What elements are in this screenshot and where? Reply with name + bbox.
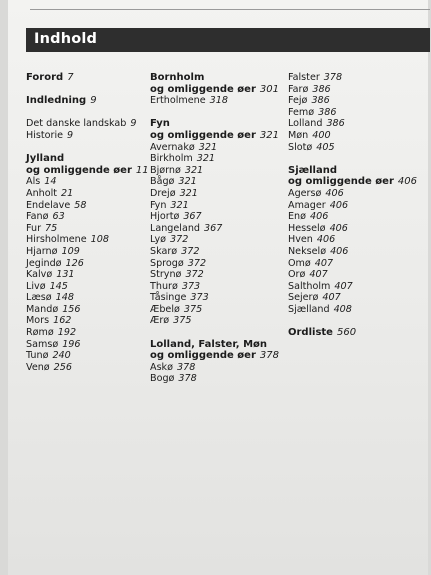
toc-page-number: 407 [334,280,353,292]
toc-spacer [26,84,146,96]
toc-entry-title: Historie [26,129,64,141]
toc-page-number: 131 [56,269,75,281]
toc-page-number: 321 [170,199,189,211]
toc-entry [26,315,146,327]
toc-entry-title: Hesselø [288,222,326,234]
toc-entry-title: og omliggende øer [26,164,132,176]
toc-page-number: 405 [316,141,335,153]
toc-heading [150,84,285,96]
toc-heading [26,153,146,165]
toc-entry-title: og omliggende øer [150,350,256,362]
toc-page-number: 406 [316,234,336,246]
toc-entry [150,176,285,188]
toc-entry-title: Venø [26,361,50,373]
toc-heading [288,327,428,339]
toc-page-number: 386 [318,106,337,118]
toc-page-number: 367 [204,222,223,234]
toc-entry-title: Fyn [150,199,167,211]
toc-entry-title: Enø [288,211,307,223]
toc-page-number: 14 [44,176,57,188]
toc-page-number: 378 [323,72,343,83]
toc-entry-title: Hirsholmene [26,234,87,246]
toc-entry-title: Lolland, Falster, Møn [150,338,268,350]
toc-page-number: 386 [311,95,330,107]
toc-page-number: 372 [185,269,204,281]
toc-heading [150,118,285,130]
toc-page-number: 192 [57,327,77,339]
toc-entry-title: Tunø [26,350,49,362]
toc-entry-title: Æbelø [150,303,180,315]
toc-page-number: 372 [181,245,200,257]
toc-entry-title: Mandø [26,303,59,315]
toc-entry [26,200,146,212]
toc-page-number: 321 [198,141,218,153]
toc-entry [150,269,285,281]
toc-page-number: 386 [312,83,331,95]
toc-entry [288,258,428,270]
toc-entry [26,130,146,142]
toc-page-number: 321 [259,129,279,141]
toc-heading [26,72,146,84]
toc-entry [288,118,428,130]
toc-page-number: 148 [55,292,74,304]
toc-spacer [288,315,428,327]
toc-entry [150,281,285,293]
toc-entry-title: Bornholm [150,72,205,83]
toc-page-number: 145 [49,280,68,292]
toc-entry [150,142,285,154]
toc-page-number: 378 [178,373,197,385]
toc-spacer [288,153,428,165]
toc-entry [150,246,285,258]
toc-entry [288,72,428,84]
toc-column-2 [150,72,285,385]
toc-entry-title: Kalvø [26,269,53,281]
toc-entry [150,165,285,177]
toc-entry [288,142,428,154]
toc-entry [26,188,146,200]
toc-entry-title: Rømø [26,327,54,339]
toc-entry-title: og omliggende øer [150,83,256,95]
toc-entry [150,292,285,304]
toc-heading [150,130,285,142]
toc-page-number: 321 [179,187,198,199]
toc-page-number: 406 [329,199,349,211]
toc-entry-title: Avernakø [150,141,195,153]
toc-entry [26,281,146,293]
toc-heading [288,165,428,177]
toc-page-number: 126 [65,257,84,269]
toc-entry [150,373,285,385]
toc-entry-title: Mors [26,315,50,327]
toc-entry-title: Askø [150,361,173,373]
toc-page-number: 156 [62,303,81,315]
toc-column-3 [288,72,428,339]
toc-entry-title: Det danske landskab [26,118,127,130]
toc-page-number: 406 [397,176,417,188]
toc-spacer [150,327,285,339]
toc-entry [150,200,285,212]
toc-heading [150,350,285,362]
toc-entry-title: Anholt [26,187,58,199]
toc-page-number: 373 [181,280,201,292]
toc-entry-title: Samsø [26,338,59,350]
toc-entry [150,188,285,200]
toc-entry-title: Farø [288,83,309,95]
toc-entry [26,246,146,258]
toc-entry-title: Strynø [150,269,182,281]
toc-entry [26,223,146,235]
toc-entry-title: Indledning [26,95,87,107]
toc-entry-title: Thurø [150,280,178,292]
toc-spacer [26,107,146,119]
toc-entry-title: Lyø [150,234,167,246]
toc-entry-title: Langeland [150,222,201,234]
toc-entry [26,176,146,188]
toc-entry [288,234,428,246]
toc-entry [150,304,285,316]
toc-entry-title: Hjortø [150,211,180,223]
toc-entry [26,258,146,270]
toc-heading [288,176,428,188]
toc-page-number: 560 [336,327,357,339]
toc-entry-title: Fanø [26,211,49,223]
toc-page-number: 240 [52,350,71,362]
toc-entry-title: Fyn [150,118,170,130]
toc-entry [26,118,146,130]
toc-page-number: 318 [209,95,228,107]
toc-entry-title: Als [26,176,41,188]
toc-entry-title: Birkholm [150,153,193,165]
toc-entry [288,95,428,107]
toc-page-number: 373 [190,292,209,304]
toc-page-number: 9 [130,118,137,130]
toc-page-number: 378 [177,361,196,373]
toc-entry [288,130,428,142]
title-banner [26,28,430,52]
toc-entry-title: Orø [288,269,306,281]
toc-page-number: 407 [314,257,334,269]
toc-entry-title: Fur [26,222,42,234]
toc-page-number: 11 [135,164,149,176]
toc-entry-title: og omliggende øer [288,176,394,188]
toc-page-number: 108 [90,234,109,246]
toc-entry [150,95,285,107]
toc-entry [150,153,285,165]
toc-entry-title: og omliggende øer [150,129,256,141]
toc-entry [150,258,285,270]
toc-page-number: 21 [61,187,74,199]
toc-entry [26,292,146,304]
toc-entry-title: Sprogø [150,257,184,269]
toc-entry-title: Tåsinge [150,292,187,304]
toc-page-number: 406 [310,211,329,223]
toc-entry [26,339,146,351]
toc-page-number: 321 [196,153,216,165]
toc-entry-title: Omø [288,257,311,269]
toc-entry [150,211,285,223]
toc-entry-title: Sejerø [288,292,319,304]
toc-heading [26,95,146,107]
toc-entry [26,327,146,339]
toc-entry-title: Ertholmene [150,95,206,107]
toc-entry-title: Falster [288,72,320,83]
toc-entry-title: Forord [26,72,64,83]
toc-entry [150,362,285,374]
toc-entry-title: Skarø [150,245,178,257]
toc-entry-title: Amager [288,199,326,211]
toc-heading [150,339,285,351]
toc-entry-title: Sjælland [288,164,337,176]
toc-entry-title: Saltholm [288,280,331,292]
toc-page-number: 301 [259,83,279,95]
toc-entry-title: Drejø [150,187,176,199]
toc-entry [288,246,428,258]
toc-page-number: 196 [62,338,81,350]
toc-spacer [150,107,285,119]
toc-page-number: 375 [183,303,203,315]
toc-entry-title: Slotø [288,141,313,153]
toc-entry-title: Læsø [26,292,52,304]
toc-page-number: 406 [330,245,349,257]
toc-entry-title: Sjælland [288,303,330,315]
toc-entry [288,304,428,316]
toc-entry-title: Hjarnø [26,245,58,257]
toc-entry [150,315,285,327]
toc-entry [288,200,428,212]
toc-page-number: 256 [53,361,72,373]
toc-entry-title: Endelave [26,199,71,211]
toc-entry [288,107,428,119]
toc-spacer [26,142,146,154]
toc-page-number: 400 [312,129,331,141]
toc-entry [26,269,146,281]
toc-entry [288,269,428,281]
toc-entry-title: Bågø [150,176,175,188]
toc-entry-title: Ærø [150,315,170,327]
toc-heading [26,164,149,177]
toc-page-number: 367 [183,211,202,223]
toc-entry [150,234,285,246]
toc-entry-title: Femø [288,106,315,118]
toc-entry-title: Bjørnø [150,164,181,176]
toc-entry [26,304,146,316]
page-title: Indhold [34,31,98,47]
toc-entry-title: Nekselø [288,245,327,257]
toc-page-number: 321 [178,176,197,188]
toc-column-1 [26,72,149,373]
toc-entry [288,188,428,200]
toc-entry-title: Bogø [150,373,175,385]
toc-entry [288,84,428,96]
toc-page-number: 386 [326,118,345,130]
toc-entry [26,350,146,362]
toc-page-number: 407 [309,269,328,281]
toc-page-number: 378 [259,350,279,362]
toc-entry-title: Jylland [26,153,65,165]
toc-entry-title: Møn [288,129,309,141]
toc-entry-title: Ordliste [288,327,333,339]
toc-page-number: 406 [325,187,344,199]
toc-entry [26,362,146,374]
toc-page-number: 375 [173,315,192,327]
toc-page-number: 9 [67,129,74,141]
top-rule [30,9,430,10]
toc-entry-title: Lolland [288,118,323,130]
toc-page-number: 407 [322,292,341,304]
toc-entry-title: Fejø [288,95,308,107]
toc-entry-title: Livø [26,280,46,292]
toc-page-number: 408 [333,303,352,315]
toc-entry-title: Hven [288,234,313,246]
toc-entry [150,223,285,235]
toc-page-number: 372 [187,257,207,269]
toc-page-number: 321 [184,164,204,176]
toc-page-number: 372 [170,234,189,246]
toc-entry [288,292,428,304]
toc-page-number: 406 [329,222,348,234]
toc-entry-title: Agersø [288,187,322,199]
toc-entry [26,234,146,246]
toc-entry [288,281,428,293]
toc-page-number: 109 [61,245,80,257]
toc-page-number: 63 [52,211,65,223]
toc-heading [150,72,285,84]
toc-entry-title: Jegindø [26,257,62,269]
toc-entry [288,211,428,223]
toc-page-number: 162 [53,315,72,327]
toc-page-number: 7 [67,72,74,83]
book-page [8,0,428,575]
toc-page-number: 58 [74,199,87,211]
toc-entry [288,223,428,235]
toc-page-number: 75 [45,222,58,234]
toc-page-number: 9 [90,95,97,107]
toc-entry [26,211,146,223]
